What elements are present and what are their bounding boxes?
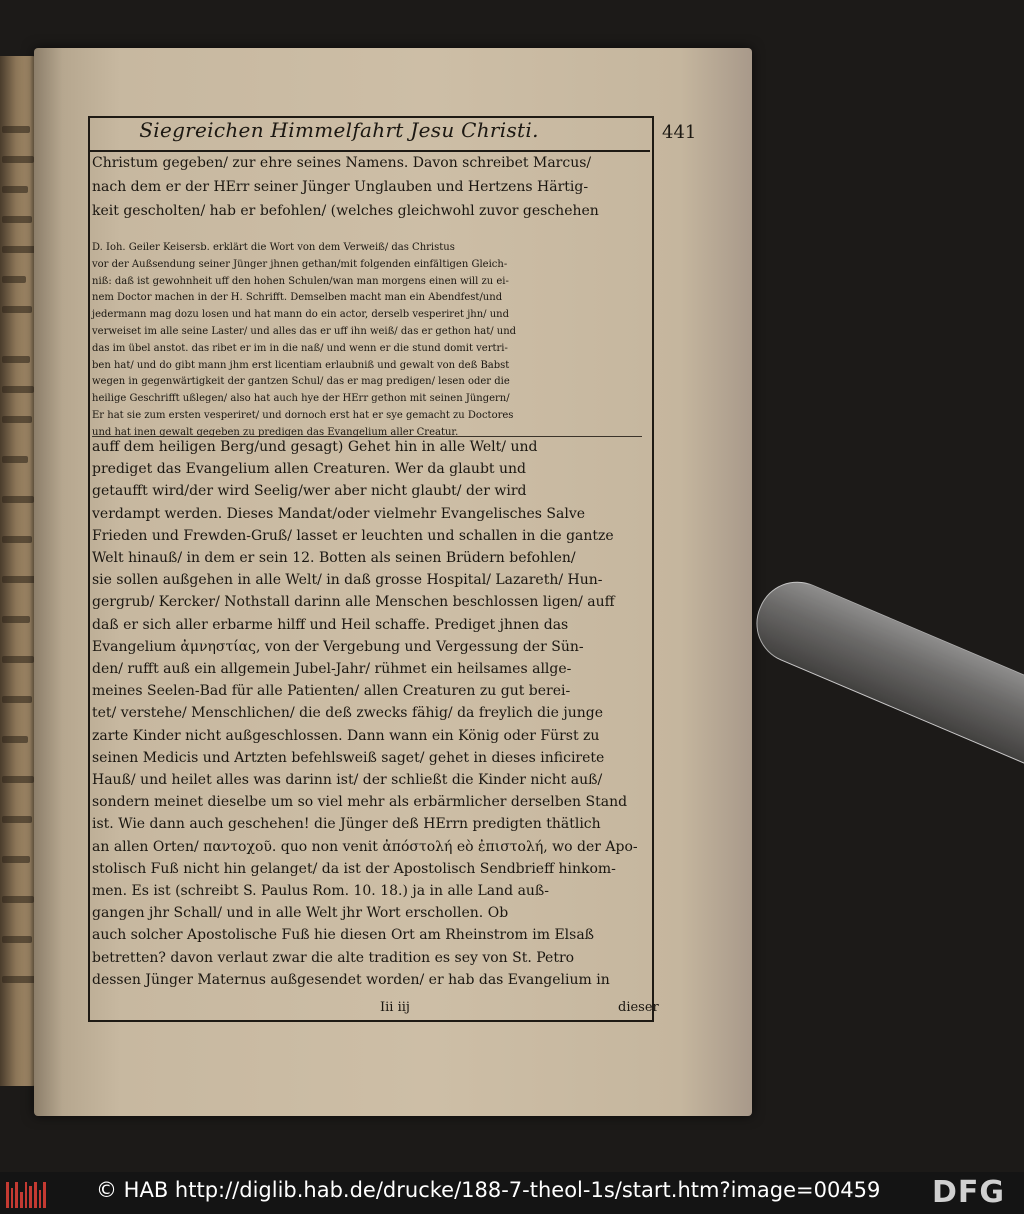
text-line: seinen Medicis und Artzten befehlsweiß saget/ gehet in dieses inficirete bbox=[92, 749, 605, 766]
text-line: men. Es ist (schreibt S. Paulus Rom. 10. 18.) ja in alle Land auß- bbox=[92, 883, 550, 899]
text-line: heilige Geschrifft ußlegen/ also hat auch hye der HErr gethon mit seinen Jüngern/ bbox=[92, 393, 510, 405]
text-line: D. Ioh. Geiler Keisersb. erklärt die Wort von dem Verweiß/ das Christus bbox=[92, 242, 455, 253]
signature-mark: Iii iij bbox=[380, 1000, 410, 1015]
text-line: meines Seelen-Bad für alle Patienten/ allen Creaturen zu gut berei- bbox=[92, 683, 571, 700]
dfg-logo: DFG bbox=[932, 1175, 1006, 1210]
text-line: Er hat sie zum ersten vesperiret/ und dornoch erst hat er sye gemacht zu Doctores bbox=[92, 410, 514, 421]
copyright-url[interactable]: © HAB http://diglib.hab.de/drucke/188-7-theol-1s/start.htm?image=00459 bbox=[96, 1178, 881, 1202]
text-line: getaufft wird/der wird Seelig/wer aber nicht glaubt/ der wird bbox=[92, 483, 527, 500]
text-line: Evangelium ἀμνηστίας, von der Vergebung und Vergessung der Sün- bbox=[92, 638, 584, 655]
text-line: gergrub/ Kercker/ Nothstall darinn alle Menschen beschlossen ligen/ auff bbox=[92, 594, 615, 611]
footer-bar bbox=[0, 1172, 1024, 1214]
text-line: niß: daß ist gewohnheit uff den hohen Schulen/wan man morgens einen will zu ei- bbox=[92, 275, 509, 287]
text-line: zarte Kinder nicht außgeschlossen. Dann wann ein König oder Fürst zu bbox=[92, 727, 600, 744]
text-line: daß er sich aller erbarme hilff und Heil schaffe. Prediget jhnen das bbox=[92, 616, 569, 633]
text-line: dessen Jünger Maternus außgesendet worden/ er hab das Evangelium in bbox=[92, 971, 610, 988]
text-line: ben hat/ und do gibt mann jhm erst licentiam erlaubniß und gewalt von deß Babst bbox=[92, 359, 510, 371]
text-line: das im übel anstot. das ribet er im in die naß/ und wenn er die stund domit vertri- bbox=[92, 342, 508, 354]
hab-logo-icon bbox=[6, 1178, 46, 1208]
text-line: verdampt werden. Dieses Mandat/oder vielmehr Evangelisches Salve bbox=[92, 505, 586, 522]
text-line: betretten? davon verlaut zwar die alte tradition es sey von St. Petro bbox=[92, 949, 575, 966]
running-head: Siegreichen Himmelfahrt Jesu Christi. bbox=[139, 118, 539, 142]
text-line: Frieden und Frewden-Gruß/ lasset er leuchten und schallen in die gantze bbox=[92, 527, 614, 544]
page-number: 441 bbox=[662, 122, 697, 143]
text-line: nach dem er der HErr seiner Jünger Unglauben und Hertzens Härtig- bbox=[92, 179, 589, 195]
text-line: nem Doctor machen in der H. Schrifft. Demselben macht man ein Abendfest/und bbox=[92, 292, 503, 304]
text-line: gangen jhr Schall/ und in alle Welt jhr Wort erschollen. Ob bbox=[92, 905, 509, 922]
text-line: keit gescholten/ hab er befohlen/ (welches gleichwohl zuvor geschehen bbox=[92, 203, 599, 219]
text-line: stolisch Fuß nicht hin gelanget/ da ist der Apostolisch Sendbrieff hinkom- bbox=[92, 860, 616, 877]
text-line: verweiset im alle seine Laster/ und alles das er uff ihn weiß/ das er gethon hat/ und bbox=[92, 326, 517, 337]
text-line: vor der Außsendung seiner Jünger jhnen gethan/mit folgenden einfältigen Gleich- bbox=[92, 258, 508, 270]
text-line: tet/ verstehe/ Menschlichen/ die deß zwecks fähig/ da freylich die junge bbox=[92, 705, 603, 722]
text-line: Welt hinauß/ in dem er sein 12. Botten als seinen Brüdern befohlen/ bbox=[92, 550, 576, 566]
text-line: ist. Wie dann auch geschehen! die Jünger deß HErrn predigten thätlich bbox=[92, 816, 601, 833]
text-line: auff dem heiligen Berg/und gesagt) Gehet hin in alle Welt/ und bbox=[92, 439, 538, 455]
header-rule bbox=[88, 150, 650, 152]
text-line: prediget das Evangelium allen Creaturen. Wer da glaubt und bbox=[92, 461, 526, 478]
text-line: Hauß/ und heilet alles was darinn ist/ der schließt die Kinder nicht auß/ bbox=[92, 772, 603, 788]
text-line: Christum gegeben/ zur ehre seines Namens. Davon schreibet Marcus/ bbox=[92, 155, 592, 171]
text-line: auch solcher Apostolische Fuß hie diesen Ort am Rheinstrom im Elsaß bbox=[92, 927, 595, 944]
text-line: an allen Orten/ παντοχοῦ. quo non venit ἀπόστολή eò ἐπιστολή, wo der Apo- bbox=[92, 838, 638, 855]
text-line: sondern meinet dieselbe um so viel mehr als erbärmlicher derselben Stand bbox=[92, 794, 628, 811]
text-line: den/ rufft auß ein allgemein Jubel-Jahr/ rühmet ein heilsames allge- bbox=[92, 661, 572, 677]
text-line: sie sollen außgehen in alle Welt/ in daß grosse Hospital/ Lazareth/ Hun- bbox=[92, 572, 603, 589]
text-line: wegen in gegenwärtigkeit der gantzen Schul/ das er mag predigen/ lesen oder die bbox=[92, 376, 510, 388]
glass-pointer bbox=[744, 569, 1024, 774]
text-line: jedermann mag dozu losen und hat mann do ein actor, derselb vesperiret jhn/ und bbox=[92, 309, 510, 321]
catchword: dieser bbox=[618, 1000, 659, 1015]
text-line: und hat inen gewalt gegeben zu predigen das Evangelium aller Creatur. bbox=[92, 426, 459, 438]
